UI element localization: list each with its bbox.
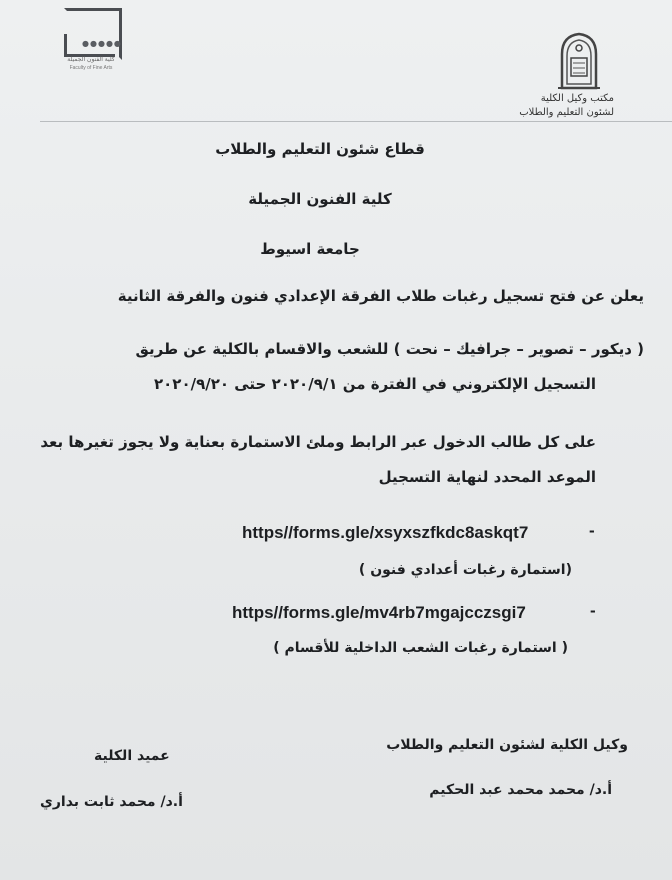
logo-caption-ar: كلية الفنون الجميلة <box>67 56 115 63</box>
office-line-1: مكتب وكيل الكلية <box>540 93 614 104</box>
dean-title: عميد الكلية <box>94 748 170 764</box>
logo-caption-en: Faculty of Fine Arts <box>69 65 113 71</box>
logo-dots-icon: ●●●●● <box>82 39 122 48</box>
form-link-departments[interactable]: https//forms.gle/mv4rb7mgajcczsgi7 <box>232 603 526 622</box>
university-emblem <box>556 30 602 92</box>
university-title: جامعة اسيوط <box>260 240 360 258</box>
vice-dean-title: وكيل الكلية لشئون التعليم والطلاب <box>386 737 628 753</box>
announcement-line-5: الموعد المحدد لنهاية التسجيل <box>378 468 596 486</box>
form-link-preparatory[interactable]: https//forms.gle/xsyxszfkdc8askqt7 <box>242 523 529 542</box>
office-line-2: لشئون التعليم والطلاب <box>519 107 614 118</box>
announcement-line-1: يعلن عن فتح تسجيل رغبات طلاب الفرقة الإعدادي فنون والفرقة الثانية <box>117 287 644 305</box>
form-caption-preparatory: (استمارة رغبات أعدادي فنون ) <box>358 562 572 578</box>
vice-dean-name: أ.د/ محمد محمد عبد الحكيم <box>429 782 612 798</box>
list-bullet: - <box>590 601 596 620</box>
header-divider <box>40 121 672 122</box>
announcement-line-3: التسجيل الإلكتروني في الفترة من ٢٠٢٠/٩/١ حتى ٢٠٢٠/٩/٢٠ <box>153 375 596 393</box>
form-caption-departments: ( استمارة رغبات الشعب الداخلية للأقسام ) <box>273 640 568 656</box>
list-bullet: - <box>589 521 595 540</box>
faculty-title: كلية الفنون الجميلة <box>248 190 392 208</box>
faculty-logo <box>56 6 126 78</box>
emblem-icon <box>556 30 602 92</box>
dean-name: أ.د/ محمد ثابت بداري <box>40 794 183 810</box>
sector-title: قطاع شئون التعليم والطلاب <box>215 140 425 158</box>
announcement-line-2: ( ديكور – تصوير – جرافيك – نحت ) للشعب والاقسام بالكلية عن طريق <box>135 340 644 358</box>
announcement-line-4: على كل طالب الدخول عبر الرابط وملئ الاستمارة بعناية ولا يجوز تغيرها بعد <box>40 433 596 451</box>
office-label <box>519 92 614 120</box>
